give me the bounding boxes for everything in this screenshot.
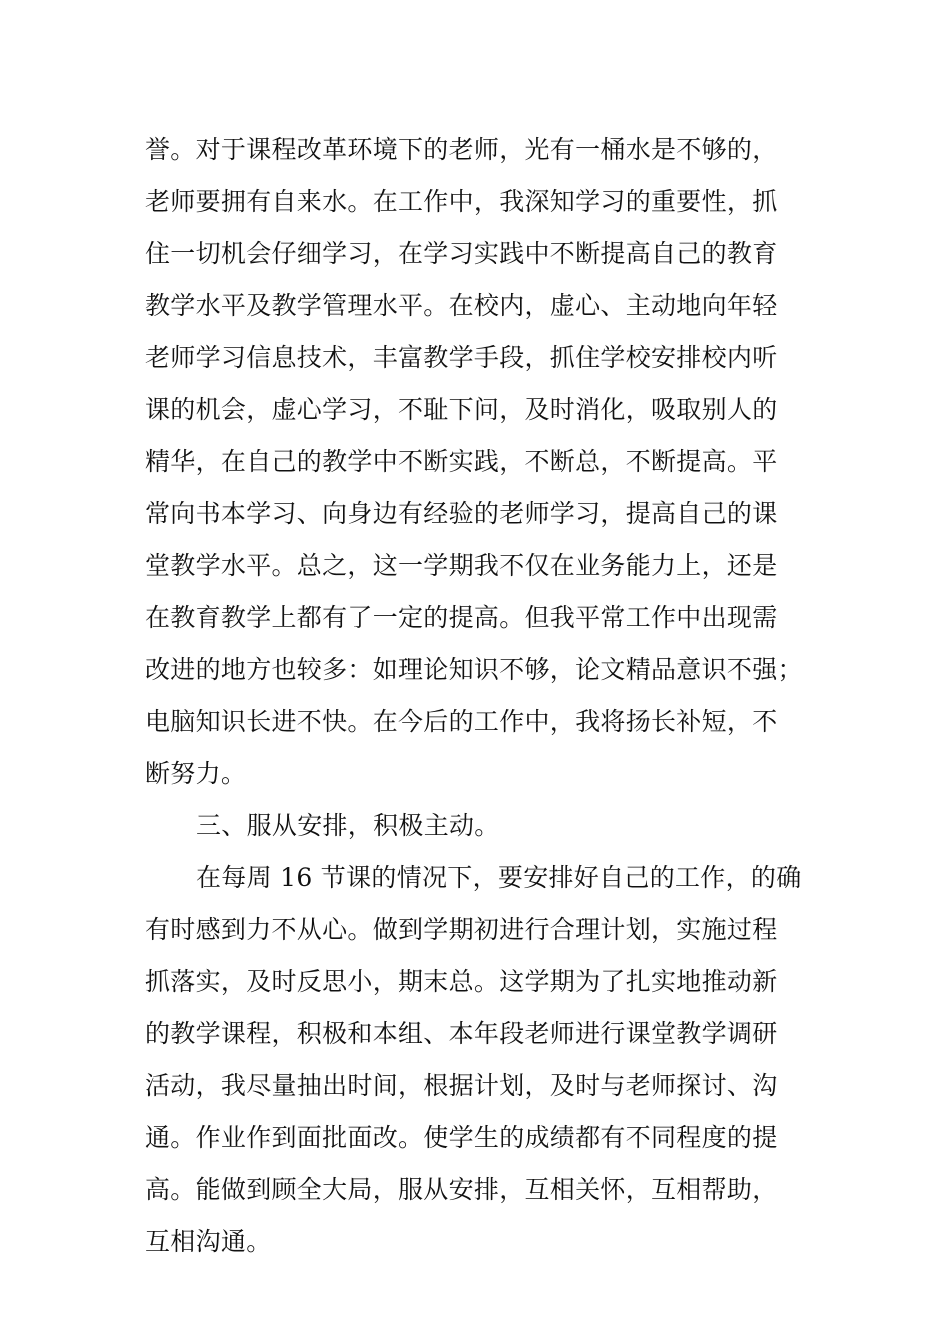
text-line: 高。能做到顾全大局，服从安排，互相关怀，互相帮助， [145,1175,778,1204]
text-line: 在教育教学上都有了一定的提高。但我平常工作中出现需 [145,603,778,632]
text-line: 住一切机会仔细学习，在学习实践中不断提高自己的教育 [145,239,778,268]
section-heading: 三、服从安排，积极主动。 [196,811,500,840]
text-line: 堂教学水平。总之，这一学期我不仅在业务能力上，还是 [145,551,778,580]
text-line: 有时感到力不从心。做到学期初进行合理计划，实施过程 [145,915,778,944]
text-line: 老师要拥有自来水。在工作中，我深知学习的重要性，抓 [145,187,778,216]
text-line: 的教学课程，积极和本组、本年段老师进行课堂教学调研 [145,1019,778,1048]
text-line: 互相沟通。 [145,1227,272,1256]
text-line: 改进的地方也较多：如理论知识不够，论文精品意识不强； [145,655,803,684]
text-line: 抓落实，及时反思小，期末总。这学期为了扎实地推动新 [145,967,778,996]
text-line: 老师学习信息技术，丰富教学手段，抓住学校安排校内听 [145,343,778,372]
text-line: 电脑知识长进不快。在今后的工作中，我将扬长补短，不 [145,707,778,736]
text-line: 常向书本学习、向身边有经验的老师学习，提高自己的课 [145,499,778,528]
text-line: 课的机会，虚心学习，不耻下问，及时消化，吸取别人的 [145,395,778,424]
text-line: 通。作业作到面批面改。使学生的成绩都有不同程度的提 [145,1123,778,1152]
text-line: 在每周 16 节课的情况下，要安排好自己的工作，的确 [196,863,802,892]
text-line: 教学水平及教学管理水平。在校内，虚心、主动地向年轻 [145,291,778,320]
text-line: 精华，在自己的教学中不断实践，不断总，不断提高。平 [145,447,778,476]
text-line: 断努力。 [145,759,247,788]
text-line: 活动，我尽量抽出时间，根据计划，及时与老师探讨、沟 [145,1071,778,1100]
text-line: 誉。对于课程改革环境下的老师，光有一桶水是不够的， [145,135,778,164]
